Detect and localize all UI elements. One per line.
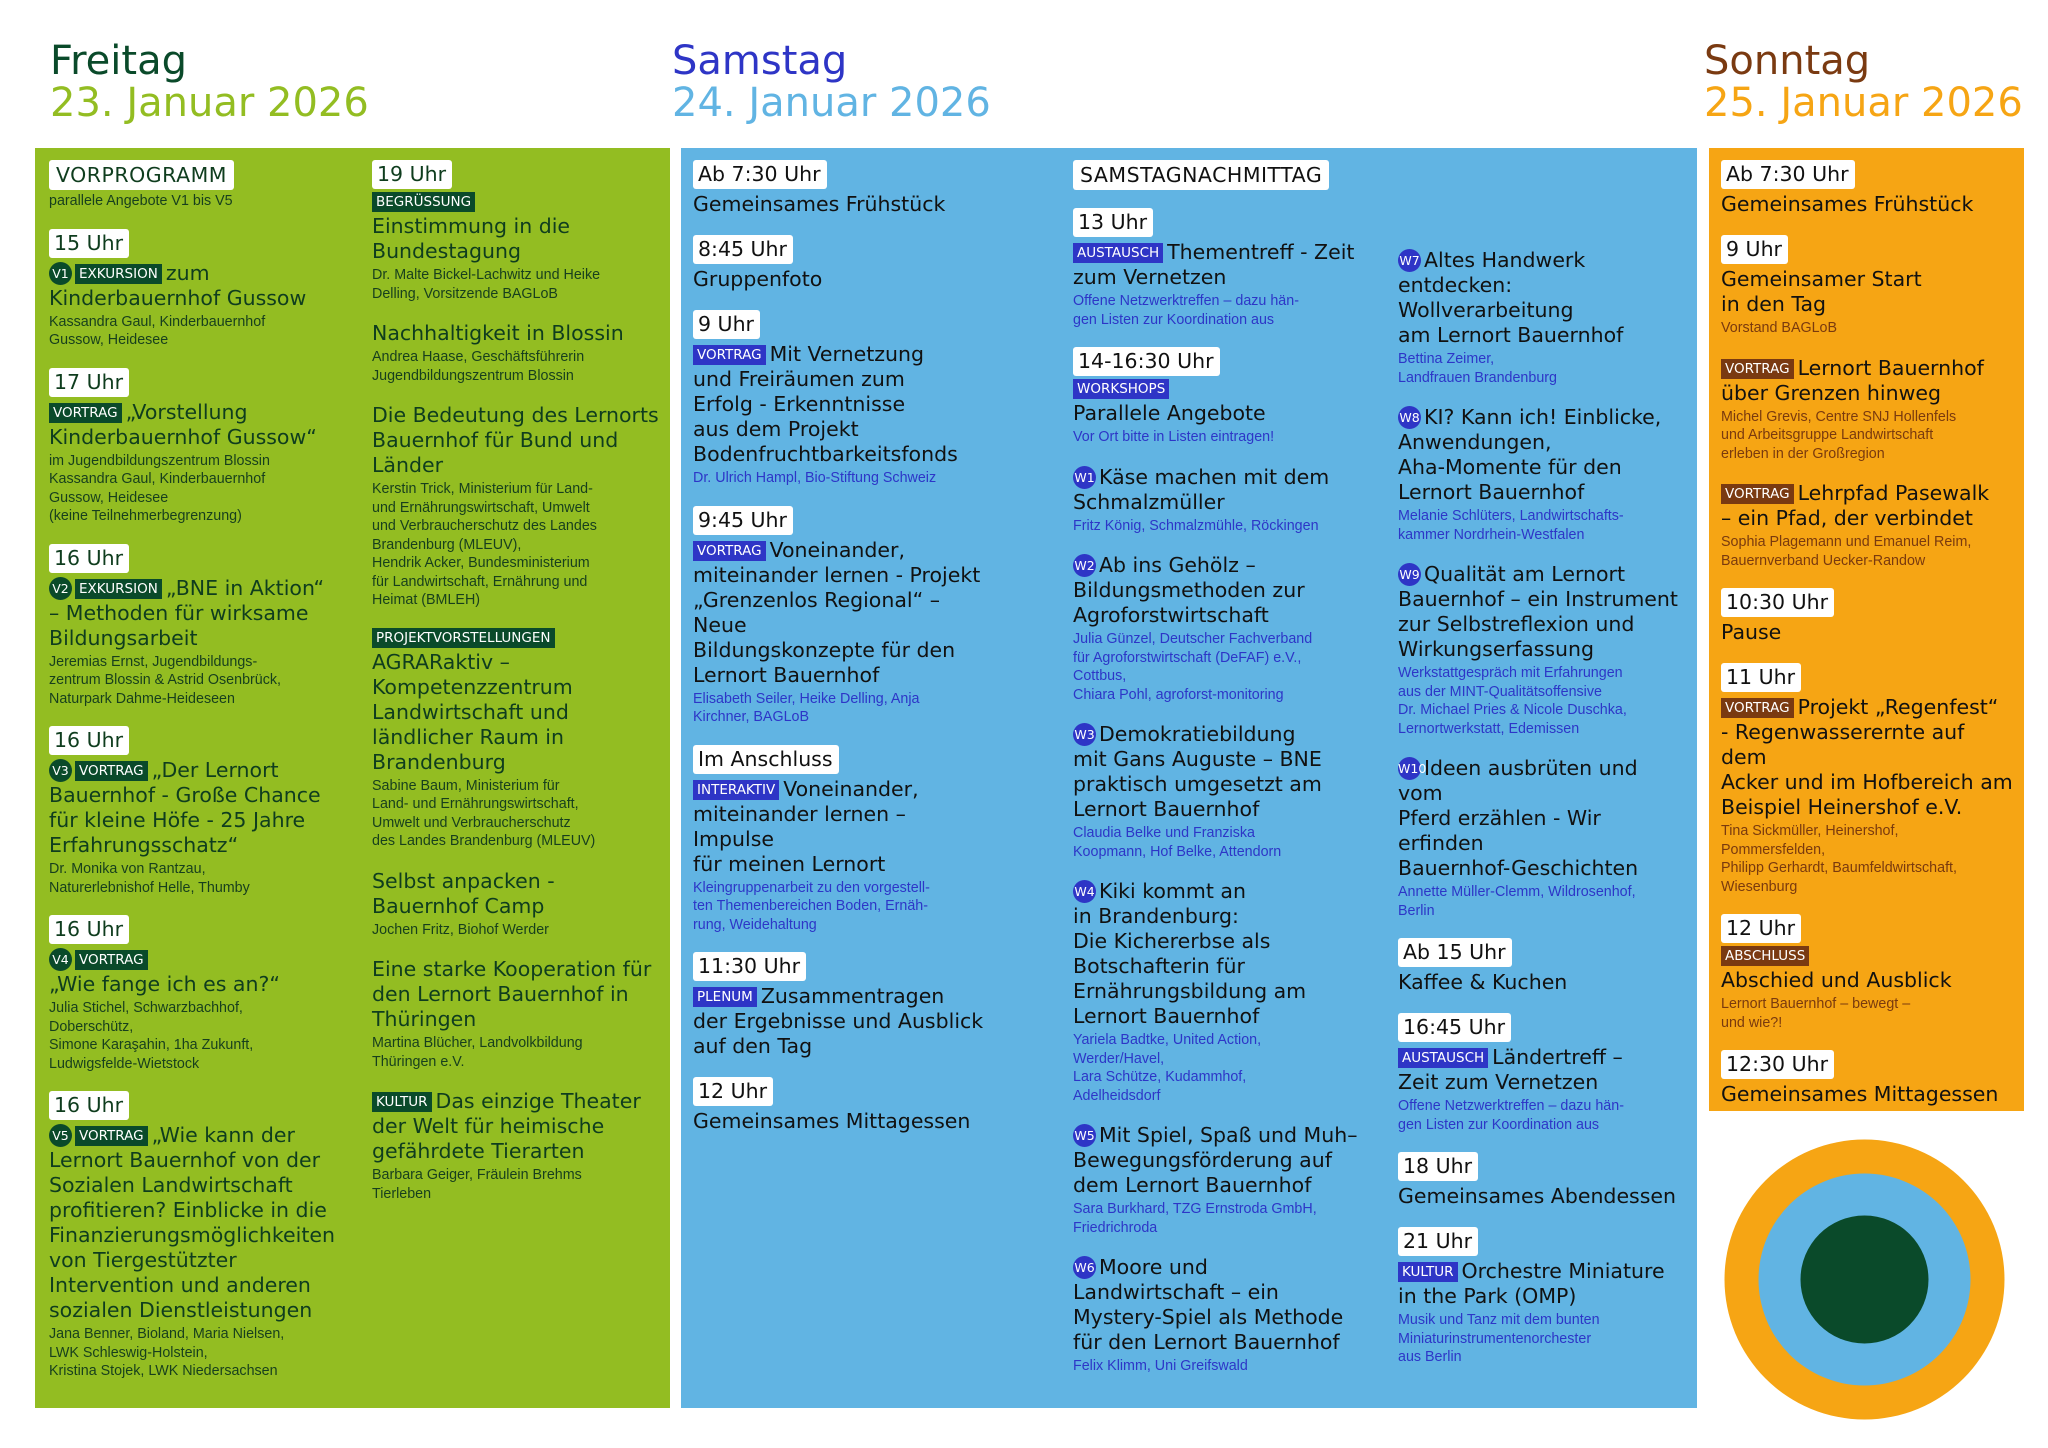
session-title-text: Qualität am Lernort Bauernhof – ein Instrument zur Selbstreflexion und Wirkungserfassung [1398,562,1678,661]
saturday-col-1 [693,160,993,1152]
session-details: Barbara Geiger, Fräulein Brehms Tierleben [372,1167,582,1202]
session-details: Vor Ort bitte in Listen eintragen! [1073,429,1275,445]
time-label: 12 Uhr [693,1077,773,1106]
saturday-heading [672,40,991,125]
schedule-item [49,544,349,709]
session-title [1398,1184,1688,1209]
time-label: Ab 7:30 Uhr [693,160,827,189]
category-tag: VORTRAG [693,345,766,365]
schedule-item [49,915,349,1073]
session-title [1073,879,1388,1029]
session-title-text: Gemeinsames Mittagessen [1721,1082,1999,1106]
category-tag: EXKURSION [75,264,162,284]
session-title [49,261,349,311]
session-title [1721,192,2016,217]
session-title-text: „BNE in Aktion“ – Methoden für wirksame Bildungsarbeit [49,575,325,650]
time-wrap [693,235,993,267]
session-title-text: Gemeinsames Frühstück [693,192,946,216]
session-details: Kerstin Trick, Ministerium für Land- und Ernährungswirtschaft, Umwelt und Verbraucherschutz des Landes Brandenburg (MLEUV), Hendrik Acker, Bundesministerium für Landwirtschaft, Ernährung und Heimat (BMLEH) [372,481,597,608]
schedule-item [1073,347,1388,447]
time-label: 13 Uhr [1073,208,1153,237]
session-title-text: Voneinander, miteinander lernen - Projekt „Grenzenlos Regional“ – Neue Bildungskonzepte für den Lernort Bauernhof [693,537,981,687]
time-wrap [1721,663,2016,695]
session-title [372,957,662,1032]
session-title-text: AGRARaktiv – Kompetenzzentrum Landwirtschaft und ländlicher Raum in Brandenburg [372,649,573,774]
schedule-item [693,160,993,217]
category-tag: AUSTAUSCH [1073,243,1163,263]
session-details: Claudia Belke und Franziska Koopmann, Hof Belke, Attendorn [1073,825,1282,860]
time-label: 18 Uhr [1398,1152,1478,1181]
session-title [372,403,662,478]
session-title [1073,240,1388,290]
schedule-item [1721,1050,2016,1107]
time-wrap [1398,1013,1688,1045]
session-title-text: „Wie kann der Lernort Bauernhof von der Sozialen Landwirtschaft profitieren? Einblicke in die Finanzierungsmöglichkeiten von Tiergestützter Intervention und anderen sozialen Dienstleistungen [49,1123,335,1322]
schedule-item [1398,938,1688,995]
schedule-item [1073,1123,1388,1237]
category-tag: VORTRAG [75,1126,148,1146]
time-wrap [693,160,993,192]
session-title [1073,1255,1388,1355]
session-title-text: Selbst anpacken - Bauernhof Camp [372,868,555,918]
session-title [1721,356,2016,406]
session-details: Dr. Monika von Rantzau, Naturerlebnishof Helle, Thumby [49,861,250,896]
schedule-item [1398,405,1688,544]
session-title-text: Gemeinsamer Start in den Tag [1721,267,1922,316]
saturday-panel [681,148,1697,1408]
session-code-badge: W10 [1398,757,1421,780]
session-title-text: Projekt „Regenfest“ - Regenwasserernte auf dem Acker und im Hofbereich am Beispiel Heinershof e.V. [1721,695,2013,819]
session-code-badge: W3 [1073,723,1096,746]
session-title-text: Gemeinsames Frühstück [1721,192,1974,216]
time-wrap [1398,1227,1688,1259]
session-title [372,214,662,264]
schedule-item [1398,1227,1688,1367]
schedule-item [1073,553,1388,704]
schedule-item [693,745,993,935]
schedule-item [372,628,662,851]
time-label: 17 Uhr [49,368,129,397]
session-title [1721,695,2016,820]
session-details: Lernort Bauernhof – bewegt – und wie?! [1721,996,1911,1031]
time-wrap [693,1077,993,1109]
category-tag: PLENUM [693,987,757,1007]
session-code-badge: V4 [49,948,72,971]
session-title-text: Parallele Angebote [1073,401,1266,425]
session-title [1398,562,1688,662]
session-details: Jeremias Ernst, Jugendbildungs- zentrum Blossin & Astrid Osenbrück, Naturpark Dahme-Heideseen [49,653,282,707]
session-title [372,650,662,775]
schedule-item [1073,465,1388,536]
schedule-item [1073,879,1388,1105]
saturday-col-2 [1073,160,1388,1394]
session-title [1398,1259,1688,1309]
schedule-item [1721,481,2016,570]
session-details: Dr. Ulrich Hampl, Bio-Stiftung Schweiz [693,470,937,486]
schedule-item [1721,235,2016,338]
session-code-badge: W7 [1398,249,1421,272]
session-title [693,342,993,467]
time-wrap [1721,588,2016,620]
session-details: Yariela Badtke, United Action, Werder/Havel, Lara Schütze, Kudammhof, Adelheidsdorf [1073,1032,1262,1104]
session-title [1073,465,1388,515]
schedule-item [693,506,993,727]
category-tag: VORTRAG [1721,484,1794,504]
session-title [1721,481,2016,531]
time-wrap [1721,914,2016,946]
section-heading-wrap [1073,160,1388,190]
session-title-text: Ab ins Gehölz – Bildungsmethoden zur Agroforstwirtschaft [1073,553,1305,627]
category-tag: AUSTAUSCH [1398,1048,1488,1068]
schedule-item [49,1091,349,1381]
session-title-text: KI? Kann ich! Einblicke, Anwendungen, Aha-Momente für den Lernort Bauernhof [1398,405,1662,504]
session-code-badge: W2 [1073,554,1096,577]
time-label: 16 Uhr [49,915,129,944]
session-details: Martina Blücher, Landvolkbildung Thüringen e.V. [372,1035,583,1070]
session-details: Vorstand BAGLoB [1721,320,1838,336]
session-title-text: Mit Spiel, Spaß und Muh– Bewegungsförderung auf dem Lernort Bauernhof [1073,1123,1358,1197]
schedule-item [372,160,662,303]
schedule-item [1398,1152,1688,1209]
session-title-text: Pause [1721,620,1782,644]
sunday-date: 25. Januar 2026 [1704,80,2023,127]
schedule-item [1073,160,1388,190]
session-title-text: Lehrpfad Pasewalk – ein Pfad, der verbindet [1721,481,1990,530]
session-title [1721,1082,2016,1107]
friday-heading [50,40,369,125]
friday-col-2 [372,160,662,1221]
schedule-item [372,957,662,1071]
time-label: 12:30 Uhr [1721,1050,1834,1079]
session-title-text: Abschied und Ausblick [1721,968,1952,992]
time-label: Im Anschluss [693,745,839,774]
session-title-text: Käse machen mit dem Schmalzmüller [1073,464,1330,514]
schedule-item [1398,562,1688,738]
session-details: Annette Müller-Clemm, Wildrosenhof, Berlin [1398,884,1636,919]
time-wrap [1398,938,1688,970]
session-details: Offene Netzwerktreffen – dazu hän- gen Listen zur Koordination aus [1398,1098,1624,1133]
time-wrap [1721,160,2016,192]
session-title-text: Demokratiebildung mit Gans Auguste – BNE praktisch umgesetzt am Lernort Bauernhof [1073,722,1322,821]
session-details: Sophia Plagemann und Emanuel Reim, Bauernverband Uecker-Randow [1721,534,1972,569]
schedule-item [693,310,993,488]
category-tag: EXKURSION [75,579,162,599]
schedule-item [1721,160,2016,217]
time-label: 14-16:30 Uhr [1073,347,1220,376]
session-title-text: Thementreff - Zeit zum Vernetzen [1073,240,1355,289]
session-details: Kleingruppenarbeit zu den vorgestell- ten Themenbereichen Boden, Ernäh- rung, Weidehaltung [693,879,930,933]
time-label: 10:30 Uhr [1721,588,1834,617]
session-title [693,192,993,217]
category-tag: WORKSHOPS [1073,379,1169,399]
category-tag: PROJEKTVORSTELLUNGEN [372,628,555,648]
concentric-circle-logo [1722,1137,2007,1422]
session-code-badge: W8 [1398,406,1421,429]
time-wrap [1721,1050,2016,1082]
schedule-item [1721,588,2016,645]
schedule-item [693,235,993,292]
section-heading: SAMSTAGNACHMITTAG [1073,160,1329,190]
time-label: 19 Uhr [372,160,452,189]
session-title-text: Kaffee & Kuchen [1398,970,1568,994]
category-tag: KULTUR [372,1092,432,1112]
schedule-item [1398,756,1688,920]
session-code-badge: W9 [1398,563,1421,586]
category-tag: KULTUR [1398,1262,1458,1282]
session-title-text: Das einzige Theater der Welt für heimische gefährdete Tierarten [372,1089,641,1163]
session-details: Musik und Tanz mit dem bunten Miniaturinstrumentenorchester aus Berlin [1398,1312,1600,1365]
session-details: Andrea Haase, Geschäftsführerin Jugendbildungszentrum Blossin [372,349,585,384]
schedule-item [372,869,662,940]
category-tag: BEGRÜSSUNG [372,192,475,212]
session-title [1073,553,1388,628]
time-label: Ab 15 Uhr [1398,938,1512,967]
time-label: 16 Uhr [49,726,129,755]
session-title [49,576,349,651]
saturday-day: Samstag [672,38,848,84]
category-tag: VORTRAG [49,403,122,423]
session-title [1721,620,2016,645]
session-title [693,984,993,1059]
schedule-item [49,160,349,211]
category-tag: VORTRAG [1721,359,1794,379]
schedule-item [1073,722,1388,861]
session-details: Kassandra Gaul, Kinderbauernhof Gussow, Heidesee [49,313,266,348]
time-wrap [1398,1152,1688,1184]
session-details: Offene Netzwerktreffen – dazu hän- gen Listen zur Koordination aus [1073,293,1299,328]
time-label: 16 Uhr [49,544,129,573]
time-wrap [372,160,662,192]
sunday-day: Sonntag [1704,38,1871,84]
time-wrap [693,952,993,984]
sunday-heading [1704,40,2023,125]
session-title-text: „Vorstellung Kinderbauernhof Gussow“ [49,399,317,449]
session-title [1073,1123,1388,1198]
category-tag: VORTRAG [75,761,148,781]
saturday-date: 24. Januar 2026 [672,80,991,127]
time-label: 8:45 Uhr [693,235,793,264]
session-details: Felix Klimm, Uni Greifswald [1073,1358,1248,1374]
schedule-item [693,1077,993,1134]
session-title [1398,756,1688,881]
time-wrap [693,310,993,342]
session-details: Fritz König, Schmalzmühle, Röckingen [1073,517,1319,534]
session-title-text: zum Kinderbauernhof Gussow [49,260,307,310]
session-title-text: Mit Vernetzung und Freiräumen zum Erfolg - Erkenntnisse aus dem Projekt Bodenfruchtbarkeitsfonds [693,342,958,466]
category-tag: INTERAKTIV [693,780,779,800]
time-wrap [49,1091,349,1123]
time-wrap [49,229,349,261]
session-title-text: „Der Lernort Bauernhof - Große Chance für kleine Höfe - 25 Jahre Erfahrungsschatz“ [49,758,321,857]
session-title-text: Gemeinsames Abendessen [1398,1184,1677,1208]
schedule-item [49,726,349,897]
sunday-col-1 [1721,160,2016,1125]
category-tag: ABSCHLUSS [1721,946,1809,966]
session-title [1398,1045,1688,1095]
category-tag: VORTRAG [1721,698,1794,718]
session-details: Michel Grevis, Centre SNJ Hollenfels und Arbeitsgruppe Landwirtschaft erleben in der Großregion [1721,408,1957,462]
session-title-text: Orchestre Miniature in the Park (OMP) [1398,1259,1665,1308]
session-title-text: Kiki kommt an in Brandenburg: Die Kichererbse als Botschafterin für Ernährungsbildung am Lernort Bauernhof [1073,879,1307,1028]
session-title-text: Moore und Landwirtschaft – ein Mystery-Spiel als Methode für den Lernort Bauernhof [1073,1255,1344,1354]
session-code-badge: W4 [1073,880,1096,903]
session-title-text: Lernort Bauernhof über Grenzen hinweg [1721,355,1984,405]
category-tag: VORTRAG [75,950,148,970]
session-title [49,1123,349,1323]
schedule-item [1721,356,2016,464]
session-details: im Jugendbildungszentrum Blossin Kassandra Gaul, Kinderbauernhof Gussow, Heidesee (keine Teilnehmerbegrenzung) [49,452,270,524]
session-title-text: Altes Handwerk entdecken: Wollverarbeitung am Lernort Bauernhof [1398,248,1624,347]
schedule-item [1721,914,2016,1032]
friday-day: Freitag [50,38,187,84]
friday-col-1 [49,160,349,1399]
session-title [49,947,349,997]
friday-panel [35,148,670,1408]
session-details: Dr. Malte Bickel-Lachwitz und Heike Delling, Vorsitzende BAGLoB [372,267,601,302]
session-title-text: Voneinander, miteinander lernen – Impulse für meinen Lernort [693,776,919,876]
schedule-item [1398,248,1688,387]
session-title [1721,267,2016,317]
time-wrap [693,506,993,538]
time-label: 16:45 Uhr [1398,1013,1511,1042]
session-title-text: Ländertreff – Zeit zum Vernetzen [1398,1045,1623,1094]
session-title [372,321,662,346]
session-title [693,538,993,688]
session-title-text: Nachhaltigkeit in Blossin [372,321,624,345]
schedule-item [1398,1013,1688,1134]
schedule-item [1073,208,1388,329]
session-title [49,400,349,450]
session-title-text: Gemeinsames Mittagessen [693,1109,971,1133]
session-details: Werkstattgespräch mit Erfahrungen aus der MINT-Qualitätsoffensive Dr. Michael Pries & Nicole Duschka, Lernortwerkstatt, Edemissen [1398,665,1627,737]
time-wrap [49,726,349,758]
session-title [1398,970,1688,995]
time-wrap [1073,208,1388,240]
time-label: 12 Uhr [1721,914,1801,943]
session-title-text: „Wie fange ich es an?“ [49,972,280,996]
friday-date: 23. Januar 2026 [50,80,369,127]
schedule-item [372,1089,662,1203]
time-wrap [49,544,349,576]
session-title [1073,401,1388,426]
time-label: 15 Uhr [49,229,129,258]
session-title-text: Die Bedeutung des Lernorts Bauernhof für Bund und Länder [372,403,659,477]
session-title-text: Gruppenfoto [693,267,823,291]
session-title-text: Einstimmung in die Bundestagung [372,214,571,263]
session-details: Julia Günzel, Deutscher Fachverband für Agroforstwirtschaft (DeFAF) e.V., Cottbus, Chiara Pohl, agroforst-monitoring [1073,631,1313,703]
time-label: 21 Uhr [1398,1227,1478,1256]
schedule-item [372,321,662,385]
time-label: 11 Uhr [1721,663,1801,692]
time-wrap [49,915,349,947]
session-title [693,777,993,877]
session-title [693,267,993,292]
time-label: 9 Uhr [693,310,760,339]
session-title [372,1089,662,1164]
session-code-badge: W1 [1073,466,1096,489]
schedule-item [372,403,662,610]
session-code-badge: W6 [1073,1256,1096,1279]
time-wrap [1073,347,1388,379]
schedule-item [49,229,349,350]
session-details: Jana Benner, Bioland, Maria Nielsen, LWK Schleswig-Holstein, Kristina Stojek, LWK Niedersachsen [49,1326,285,1379]
schedule-item [693,952,993,1059]
session-details: Sara Burkhard, TZG Ernstroda GmbH, Friedrichroda [1073,1201,1317,1236]
session-title [1073,722,1388,822]
session-code-badge: V3 [49,759,72,782]
session-title [49,758,349,858]
session-code-badge: W5 [1073,1124,1096,1147]
session-title [1398,405,1688,505]
time-label: Ab 7:30 Uhr [1721,160,1855,189]
session-code-badge: V5 [49,1124,72,1147]
session-details: parallele Angebote V1 bis V5 [49,193,233,209]
section-heading: VORPROGRAMM [49,160,234,190]
session-details: Bettina Zeimer, Landfrauen Brandenburg [1398,351,1557,386]
session-details: Sabine Baum, Ministerium für Land- und Ernährungswirtschaft, Umwelt und Verbraucherschutz des Landes Brandenburg (MLEUV) [372,777,596,849]
session-details: Elisabeth Seiler, Heike Delling, Anja Kirchner, BAGLoB [693,690,920,725]
schedule-item [49,368,349,526]
session-code-badge: V1 [49,262,72,285]
session-title-text: Eine starke Kooperation für den Lernort Bauernhof in Thüringen [372,957,652,1031]
session-title-text: Zusammentragen der Ergebnisse und Ausblick auf den Tag [693,984,984,1058]
time-label: 9:45 Uhr [693,506,793,535]
session-title-text: Ideen ausbrüten und vom Pferd erzählen - Wir erfinden Bauernhof-Geschichten [1398,756,1639,880]
session-details: Jochen Fritz, Biohof Werder [372,921,549,938]
time-wrap [49,368,349,400]
time-wrap [1721,235,2016,267]
time-label: 11:30 Uhr [693,952,806,981]
session-details: Melanie Schlüters, Landwirtschafts- kammer Nordrhein-Westfalen [1398,508,1624,543]
time-wrap [693,745,993,777]
session-details: Tina Sickmüller, Heinershof, Pommersfelden, Philipp Gerhardt, Baumfeldwirtschaft, Wiesenburg [1721,823,1958,895]
time-label: 16 Uhr [49,1091,129,1120]
sunday-panel [1709,148,2024,1111]
session-title [1721,968,2016,993]
session-title [1398,248,1688,348]
category-tag: VORTRAG [693,541,766,561]
saturday-col-3 [1398,248,1688,1385]
session-details: Julia Stichel, Schwarzbachhof, Doberschütz, Simone Karaşahin, 1ha Zukunft, Ludwigsfelde-Wietstock [49,1000,254,1072]
session-code-badge: V2 [49,577,72,600]
session-title [372,869,662,919]
section-heading-wrap [49,160,349,190]
time-label: 9 Uhr [1721,235,1788,264]
schedule-item [1721,663,2016,896]
schedule-item [1073,1255,1388,1376]
session-title [693,1109,993,1134]
